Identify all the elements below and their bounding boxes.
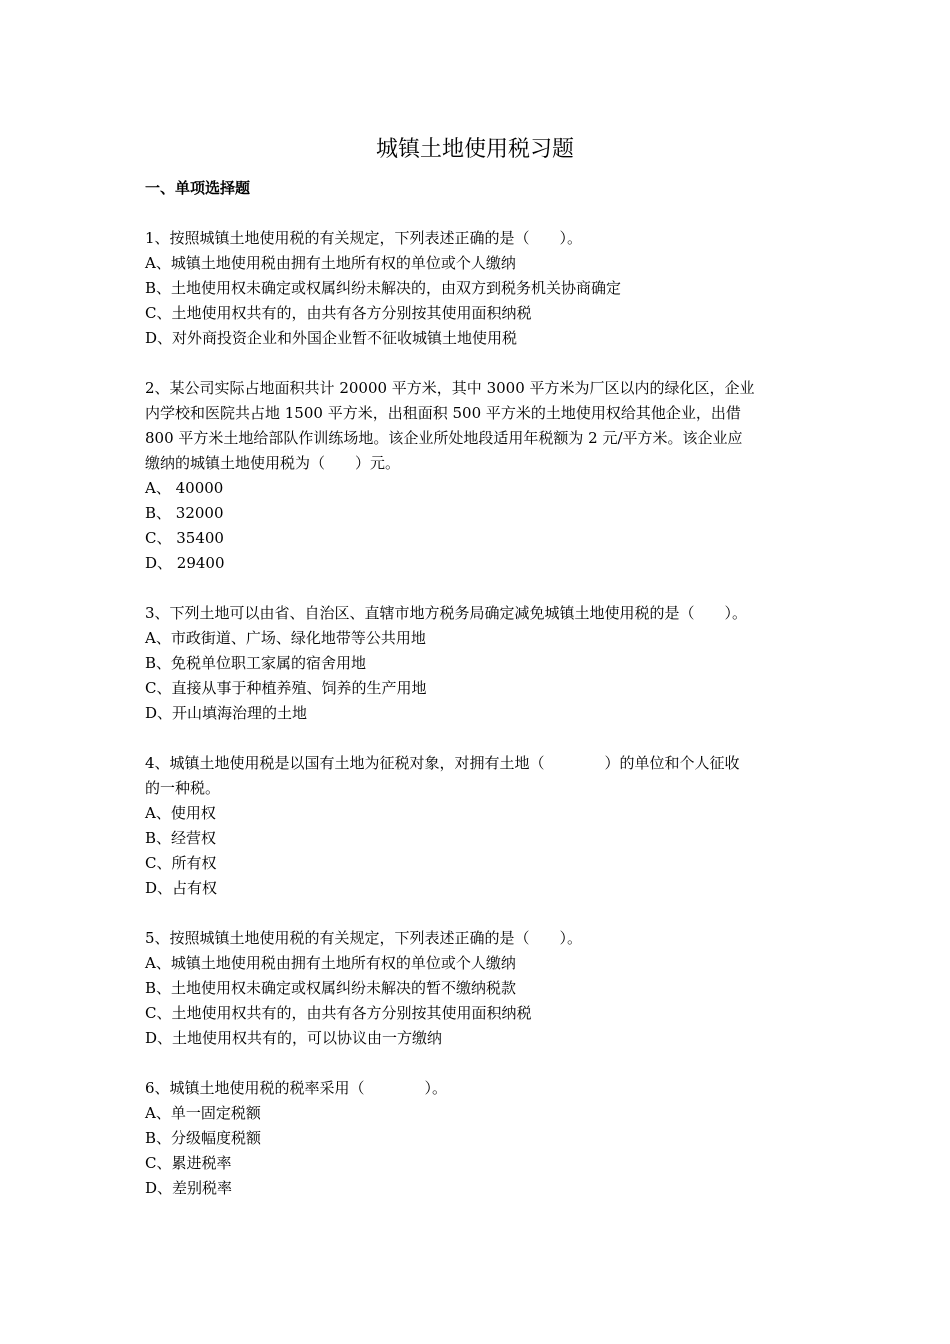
option-c: C、直接从事于种植养殖、饲养的生产用地	[145, 679, 427, 697]
question-stem: 3、下列土地可以由省、自治区、直辖市地方税务局确定减免城镇土地使用税的是（ ）。	[145, 604, 748, 622]
question-1	[145, 226, 815, 351]
question-stem-line: 2、某公司实际占地面积共计 20000 平方米，其中 3000 平方米为厂区以内的绿化区，企业	[145, 379, 755, 397]
option-d: D、 29400	[145, 554, 225, 572]
option-b: B、免税单位职工家属的宿舍用地	[145, 654, 367, 672]
question-6	[145, 1076, 815, 1201]
option-c: C、 35400	[145, 529, 224, 547]
option-b: B、分级幅度税额	[145, 1129, 262, 1147]
option-d: D、对外商投资企业和外国企业暂不征收城镇土地使用税	[145, 329, 518, 347]
option-a: A、使用权	[145, 804, 216, 822]
option-a: A、城镇土地使用税由拥有土地所有权的单位或个人缴纳	[145, 954, 516, 972]
option-c: C、土地使用权共有的，由共有各方分别按其使用面积纳税	[145, 304, 532, 322]
document-title: 城镇土地使用税习题	[375, 137, 574, 162]
question-stem: 5、按照城镇土地使用税的有关规定，下列表述正确的是（ ）。	[145, 929, 583, 947]
question-2	[145, 376, 815, 576]
question-3	[145, 601, 815, 726]
question-5	[145, 926, 815, 1051]
option-d: D、土地使用权共有的，可以协议由一方缴纳	[145, 1029, 443, 1047]
option-c: C、累进税率	[145, 1154, 232, 1172]
question-stem-line: 内学校和医院共占地 1500 平方米，出租面积 500 平方米的土地使用权给其他企业，出借	[145, 404, 741, 422]
option-b: B、经营权	[145, 829, 217, 847]
option-d: D、差别税率	[145, 1179, 233, 1197]
option-a: A、城镇土地使用税由拥有土地所有权的单位或个人缴纳	[145, 254, 516, 272]
question-stem-line: 缴纳的城镇土地使用税为（ ）元。	[145, 454, 401, 472]
question-stem-line: 4、城镇土地使用税是以国有土地为征税对象，对拥有土地（ ）的单位和个人征收	[145, 754, 740, 772]
option-c: C、土地使用权共有的，由共有各方分别按其使用面积纳税	[145, 1004, 532, 1022]
option-b: B、土地使用权未确定或权属纠纷未解决的暂不缴纳税款	[145, 979, 517, 997]
section-heading: 一、单项选择题	[145, 179, 251, 197]
option-b: B、 32000	[145, 504, 224, 522]
option-b: B、土地使用权未确定或权属纠纷未解决的，由双方到税务机关协商确定	[145, 279, 622, 297]
question-stem-line: 800 平方米土地给部队作训练场地。该企业所处地段适用年税额为 2 元/平方米。该企业应	[145, 429, 743, 447]
option-a: A、市政街道、广场、绿化地带等公共用地	[145, 629, 426, 647]
option-a: A、 40000	[145, 479, 224, 497]
question-stem: 6、城镇土地使用税的税率采用（ ）。	[145, 1079, 448, 1097]
option-d: D、占有权	[145, 879, 218, 897]
option-a: A、单一固定税额	[145, 1104, 261, 1122]
question-4	[145, 751, 815, 901]
option-d: D、开山填海治理的土地	[145, 704, 308, 722]
question-stem: 1、按照城镇土地使用税的有关规定，下列表述正确的是（ ）。	[145, 229, 583, 247]
question-stem-line: 的一种税。	[145, 779, 221, 797]
option-c: C、所有权	[145, 854, 217, 872]
question-list	[145, 226, 815, 1226]
